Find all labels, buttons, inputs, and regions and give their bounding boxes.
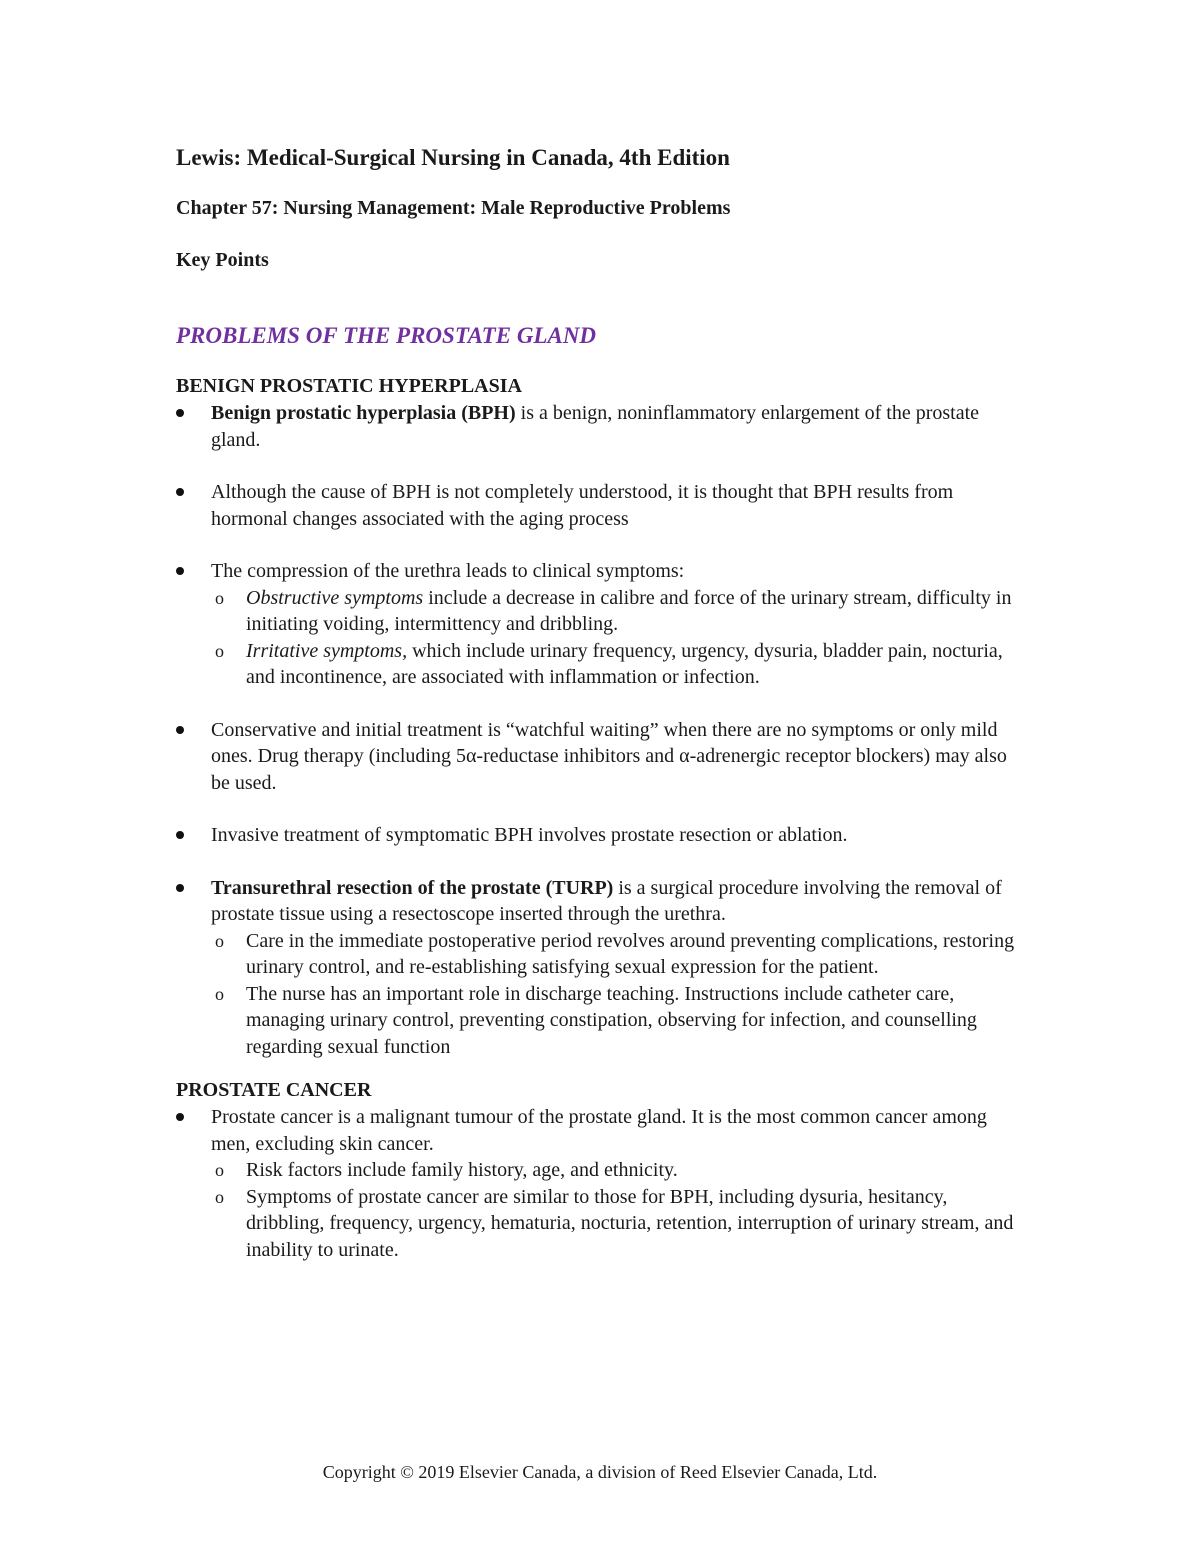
sub-list-item-text: include a decrease in calibre and force of the urinary stream, difficulty in initiating voiding, intermittency and dribbling. [246,586,1012,635]
list-item-text: is a benign, noninflammatory enlargement of the prostate gland. [211,402,980,451]
bullet-icon [176,409,184,417]
section-heading: PROBLEMS OF THE PROSTATE GLAND [176,323,597,348]
chapter-title: Chapter 57: Nursing Management: Male Reproductive Problems [176,197,731,219]
list-item-text: Prostate cancer is a malignant tumour of the prostate gland. It is the most common cancer among men, excluding skin cancer. [211,1106,987,1155]
sub-list-item-text: The nurse has an important role in discharge teaching. Instructions include catheter care, managing urinary control, preventing constipation, observing for infection, and counselling regarding sexual function [246,982,977,1058]
term-obstructive-symptoms: Obstructive symptoms [246,586,424,609]
book-title: Lewis: Medical-Surgical Nursing in Canada, 4th Edition [176,145,730,170]
sub-list-item [211,928,1016,981]
bph-list [176,400,1016,1060]
list-item [176,822,1016,849]
sub-list-item-text: Symptoms of prostate cancer are similar to those for BPH, including dysuria, hesitancy, dribbling, frequency, urgency, hematuria, nocturia, retention, interruption of urinary stream, and inability to urinate. [246,1185,1014,1261]
sub-list-item [211,1157,1016,1184]
bullet-icon [176,488,184,496]
bph-heading: BENIGN PROSTATIC HYPERPLASIA [176,375,522,397]
sub-list-item [211,585,1016,638]
term-bph: Benign prostatic hyperplasia (BPH) [211,402,516,424]
term-turp: Transurethral resection of the prostate (TURP) [211,876,614,899]
bullet-icon [176,567,184,575]
sub-list [211,928,1016,1061]
sub-list-item-text: which include urinary frequency, urgency, dysuria, bladder pain, nocturia, and incontinence, are associated with inflammation or infection. [246,639,1003,688]
list-item-text: Invasive treatment of symptomatic BPH involves prostate resection or ablation. [211,824,848,846]
sub-list-item-text: Risk factors include family history, age, and ethnicity. [246,1159,678,1181]
circle-bullet-icon: o [215,1186,224,1207]
list-item [176,875,1016,1061]
list-item [176,558,1016,691]
bullet-icon [176,884,184,892]
circle-bullet-icon: o [215,1160,224,1180]
list-item-text: Conservative and initial treatment is “watchful waiting” when there are no symptoms or only mild ones. Drug therapy (including 5α-reductase inhibitors and α-adrenergic receptor blockers) may also be used. [211,718,1007,794]
sub-list-item [211,638,1016,691]
list-item-text: is a surgical procedure involving the removal of prostate tissue using a resectoscope inserted through the urethra. [211,876,1002,925]
sub-list-item [211,1184,1016,1264]
list-item-text: The compression of the urethra leads to clinical symptoms: [211,560,685,582]
sub-list-item-text: Care in the immediate postoperative period revolves around preventing complications, restoring urinary control, and re-establishing satisfying sexual expression for the patient. [246,929,1015,978]
list-item [176,479,1016,532]
term-irritative-symptoms: Irritative symptoms, [246,639,408,662]
circle-bullet-icon: o [215,640,224,661]
prostate-cancer-heading: PROSTATE CANCER [176,1079,372,1101]
circle-bullet-icon: o [215,930,224,951]
bullet-icon [176,1113,184,1121]
list-item [176,1104,1016,1263]
prostate-cancer-list [176,1104,1016,1263]
sub-list [211,1157,1016,1263]
sub-list [211,585,1016,691]
key-points-label: Key Points [176,249,269,271]
copyright-footer: Copyright © 2019 Elsevier Canada, a division of Reed Elsevier Canada, Ltd. [322,1462,878,1482]
circle-bullet-icon: o [215,587,224,608]
bullet-icon [176,831,184,839]
circle-bullet-icon: o [215,983,224,1004]
list-item [176,400,1016,453]
sub-list-item [211,981,1016,1061]
list-item [176,717,1016,797]
bullet-icon [176,726,184,734]
list-item-text: Although the cause of BPH is not completely understood, it is thought that BPH results from hormonal changes associated with the aging process [211,481,954,530]
document-body [176,140,1016,1263]
